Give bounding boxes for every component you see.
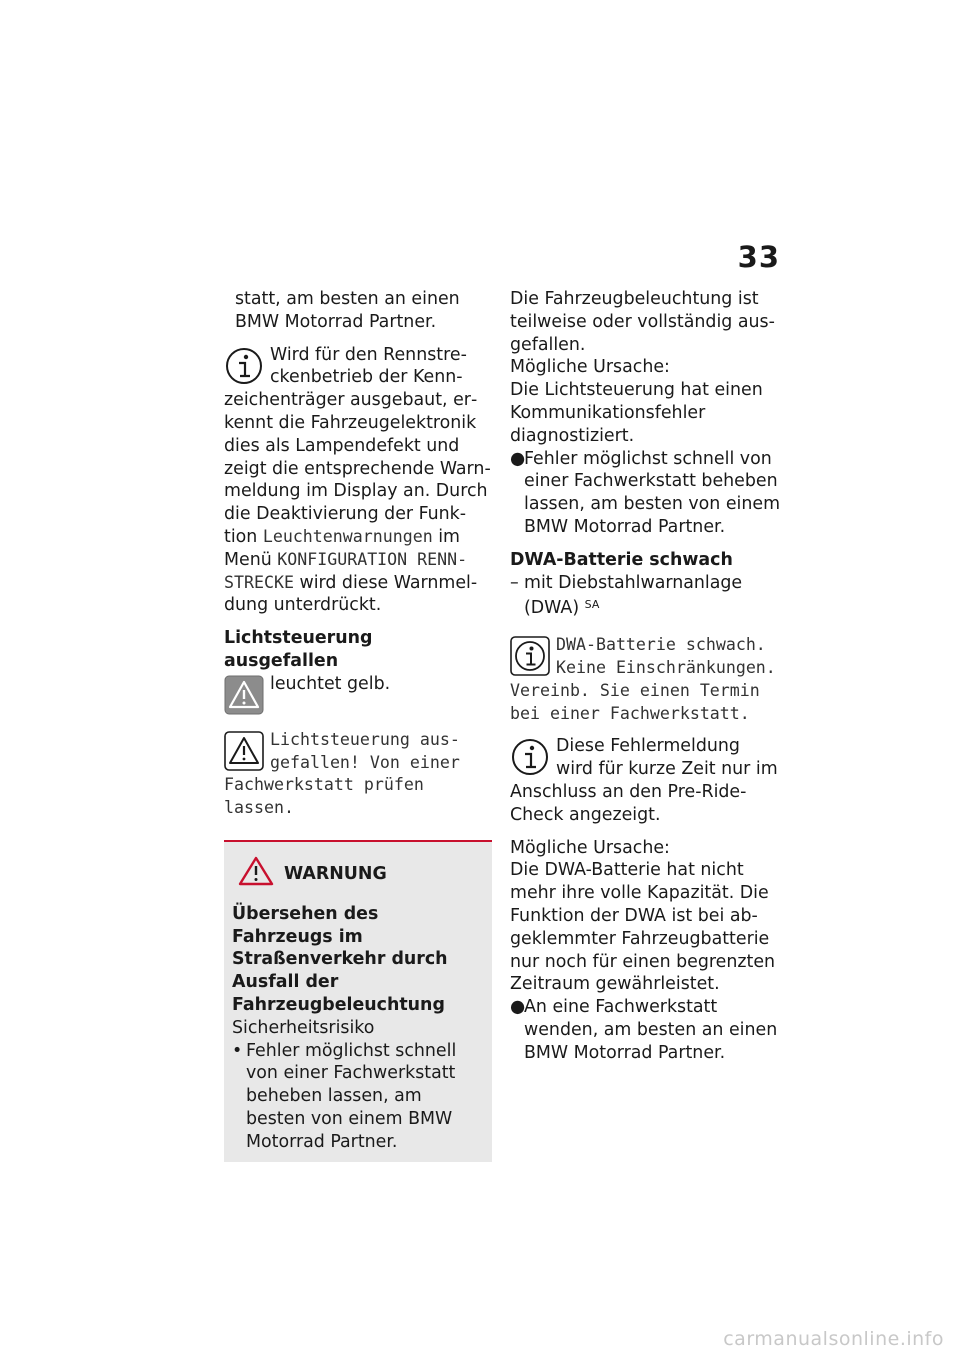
sa-superscript: SA [584, 598, 600, 612]
section-heading: DWA-Batterie schwach [510, 549, 733, 570]
warning-header [238, 856, 484, 893]
info-icon [224, 346, 264, 386]
list-item: • Fehler möglichst schnell von einer Fachwerkstatt beheben lassen, am besten von einem BMW Motorrad Partner. [232, 1040, 457, 1152]
display-message-block [510, 634, 782, 725]
page-number: 33 [737, 240, 780, 274]
section-heading: Lichtsteuerung ausgefallen [224, 628, 373, 671]
warning-bullet-list [232, 1040, 484, 1154]
lamp-status-row [224, 673, 492, 715]
bullet-icon: ● [510, 997, 526, 1018]
display-message-block [224, 729, 492, 820]
display-message-text: Lichtsteuerung ausgefallen! Von einer Fachwerkstatt prüfen lassen. [224, 729, 460, 818]
lamp-status-text: leuchtet gelb. [270, 673, 391, 694]
info-icon [510, 737, 550, 777]
warning-triangle-icon [238, 856, 274, 893]
warning-triangle-icon [224, 731, 264, 771]
warning-box [224, 840, 492, 1162]
info-note-text: Diese Fehlermeldung wird für kurze Zeit nur im Anschluss an den Pre-Ride-Check angezeigt. [510, 736, 778, 825]
bullet-icon: • [232, 1040, 243, 1061]
info-note-text: Wird für den Rennstreckenbetrieb der Kennzeichenträger ausgebaut, erkennt die Fahrzeugelektronik dies als Lampendefekt und zeigt die entsprechende Warnmeldung im Display an. Durch die Deaktivierung der Funktion Leuchtenwarnungen im Menü KONFIGURATION RENNSTRECKE wird diese Warnmeldung unterdrückt. [224, 344, 491, 616]
info-note [510, 735, 782, 826]
paragraph: Die Fahrzeugbeleuchtung ist teilweise oder vollständig ausgefallen. [510, 289, 775, 355]
warning-risk: Sicherheitsrisiko [232, 1017, 375, 1038]
list-item: ● Fehler möglichst schnell von einer Fachwerkstatt beheben lassen, am besten von einem BMW Motorrad Partner. [510, 448, 781, 537]
right-column [510, 288, 782, 1065]
cause-label: Mögliche Ursache: [510, 837, 670, 858]
info-icon [510, 636, 550, 676]
dash-icon: – [510, 572, 519, 593]
bullet-icon: ● [510, 448, 526, 469]
list-item: ● An eine Fachwerkstatt wenden, am besten an einen BMW Motorrad Partner. [510, 997, 778, 1063]
bullet-list [510, 448, 782, 539]
cause-text: Die Lichtsteuerung hat einen Kommunikationsfehler diagnostiziert. [510, 380, 763, 446]
warning-title: Übersehen des Fahrzeugs im Straßenverkehr durch Ausfall der Fahrzeugbeleuchtung [232, 903, 448, 1015]
left-column [224, 288, 492, 1162]
site-watermark: carmanualsonline.info [723, 1328, 944, 1350]
bullet-list [510, 996, 782, 1064]
display-message-text: DWA-Batterie schwach. Keine Einschränkungen. Vereinb. Sie einen Termin bei einer Fachwerkstatt. [510, 635, 776, 723]
warning-lamp-icon [224, 675, 264, 715]
warning-label: WARNUNG [284, 863, 387, 884]
intro-line: statt, am besten an einen [235, 289, 460, 309]
cause-text: Die DWA-Batterie hat nicht mehr ihre volle Kapazität. Die Funktion der DWA ist bei abgeklemmter Fahrzeugbatterie nur noch für einen begrenzten Zeitraum gewährleistet. [510, 860, 776, 995]
dash-item: – mit Diebstahlwarnanlage (DWA) $^{SA}$ [510, 572, 743, 619]
intro-line: BMW Motorrad Partner. [235, 311, 437, 332]
cause-label: Mögliche Ursache: [510, 357, 670, 378]
info-note [224, 344, 492, 618]
